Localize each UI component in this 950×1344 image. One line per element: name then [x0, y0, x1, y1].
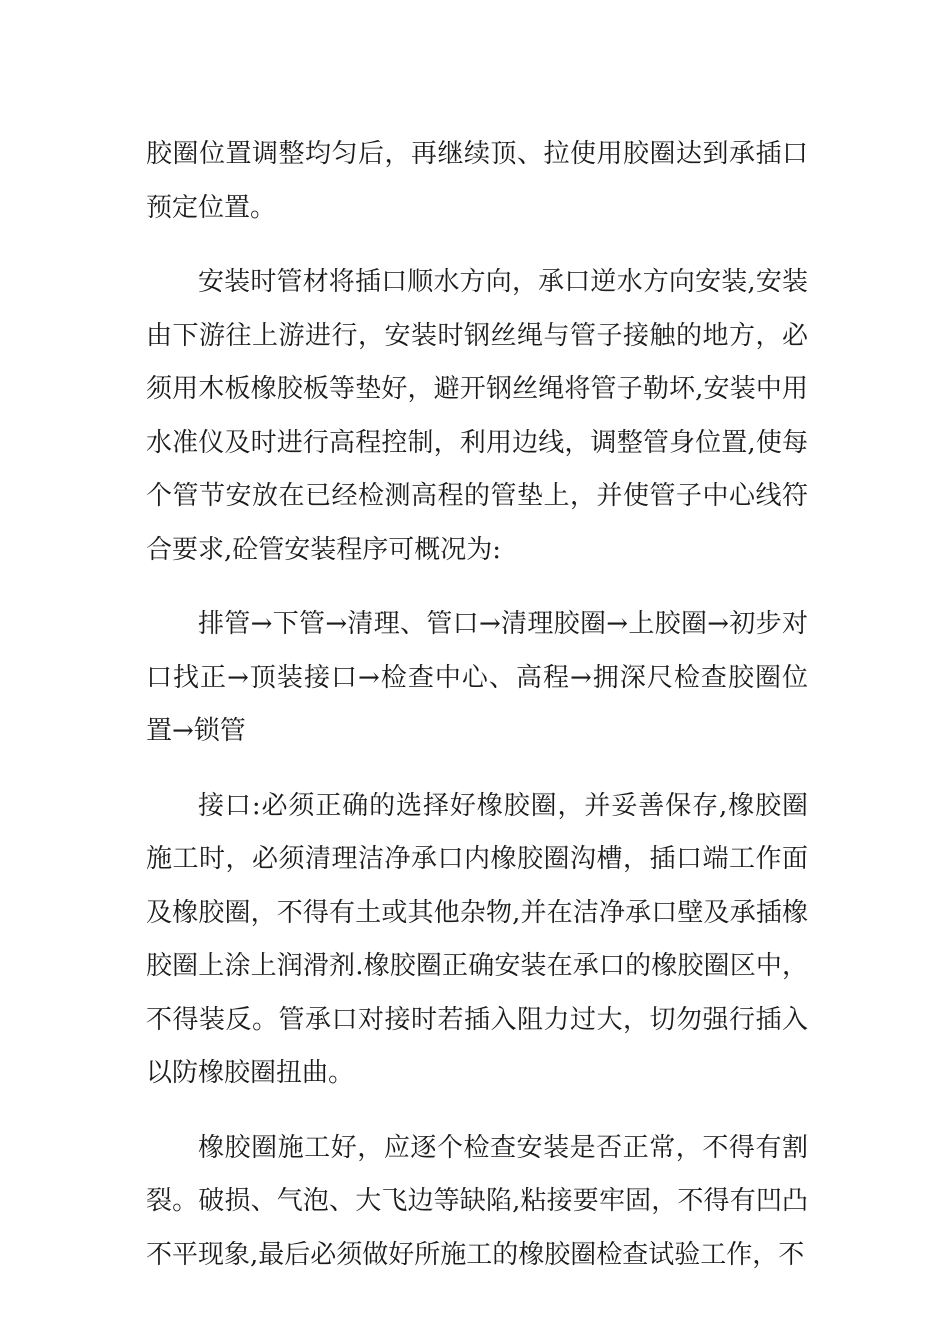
document-body: [146, 128, 808, 1303]
paragraph-rubber-ring-inspection: 橡胶圈施工好，应逐个检查安装是否正常，不得有割裂。破损、气泡、大飞边等缺陷,粘接要牢固，不得有凹凸不平现象,最后必须做好所施工的橡胶圈检查试验工作，不: [146, 1132, 808, 1270]
paragraph-continuation: 胶圈位置调整均匀后，再继续顶、拉使用胶圈达到承插口预定位置。: [146, 139, 808, 223]
paragraph-joint-requirements: 接口:必须正确的选择好橡胶圈，并妥善保存,橡胶圈施工时，必须清理洁净承口内橡胶圈沟槽，插口端工作面及橡胶圈，不得有土或其他杂物,并在洁净承口壁及承插橡胶圈上涂上润滑剂.橡胶圈正确安装在承口的橡胶圈区中，不得装反。管承口对接时若插入阻力过大，切勿强行插入以防橡胶圈扭曲。: [146, 790, 808, 1088]
paragraph-installation-direction: 安装时管材将插口顺水方向，承口逆水方向安装,安装由下游往上游进行，安装时钢丝绳与管子接触的地方，必须用木板橡胶板等垫好，避开钢丝绳将管子勒坏,安装中用水准仪及时进行高程控制，利用边线，调整管身位置,使每个管节安放在已经检测高程的管垫上，并使管子中心线符合要求,砼管安装程序可概况为:: [146, 267, 808, 565]
paragraph-installation-procedure: 排管→下管→清理、管口→清理胶圈→上胶圈→初步对口找正→顶装接口→检查中心、高程→拥深尺检查胶圈位置→锁管: [146, 609, 808, 746]
